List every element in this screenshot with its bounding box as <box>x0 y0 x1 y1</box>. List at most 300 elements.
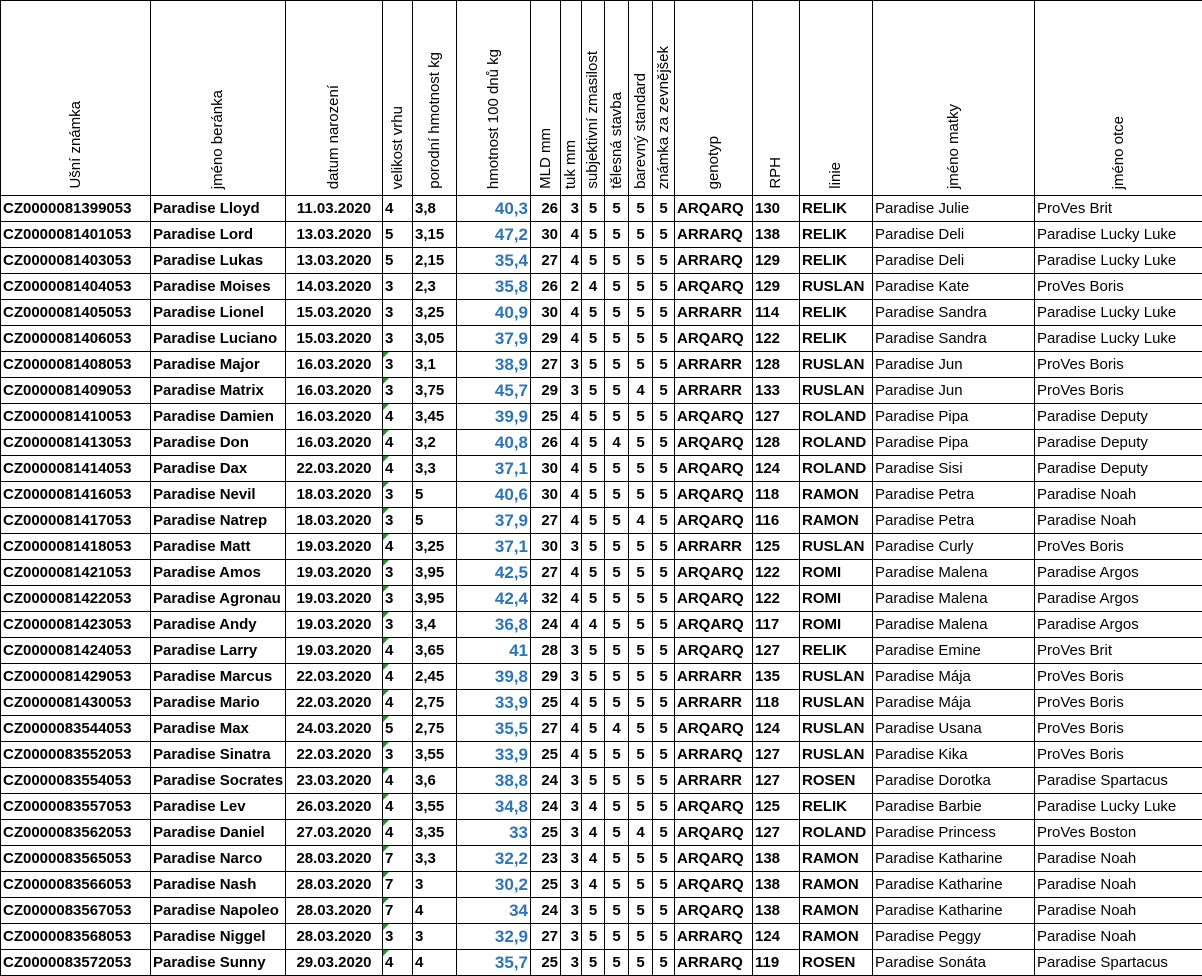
birth-date-cell[interactable]: 28.03.2020 <box>286 898 383 924</box>
table-row[interactable] <box>1 456 1202 482</box>
musculature-cell[interactable]: 5 <box>582 534 605 560</box>
exterior-cell[interactable]: 5 <box>653 742 675 768</box>
dam-cell[interactable]: Paradise Sisi <box>873 456 1035 482</box>
color-cell[interactable]: 5 <box>629 274 653 300</box>
mld-cell[interactable]: 25 <box>531 404 561 430</box>
litter-size-cell[interactable]: 3 <box>383 508 413 534</box>
line-cell[interactable]: RAMON <box>800 924 873 950</box>
exterior-cell[interactable]: 5 <box>653 534 675 560</box>
fat-cell[interactable]: 4 <box>561 326 582 352</box>
birth-date-cell[interactable]: 23.03.2020 <box>286 768 383 794</box>
table-row[interactable] <box>1 248 1202 274</box>
line-cell[interactable]: RELIK <box>800 794 873 820</box>
fat-cell[interactable]: 4 <box>561 742 582 768</box>
birth-date-cell[interactable]: 11.03.2020 <box>286 196 383 222</box>
body-cell[interactable]: 5 <box>605 196 629 222</box>
genotype-cell[interactable]: ARRARR <box>675 690 753 716</box>
header-cell[interactable] <box>605 1 629 196</box>
body-cell[interactable]: 4 <box>605 716 629 742</box>
ear-tag-cell[interactable]: CZ0000081410053 <box>1 404 151 430</box>
header-cell[interactable] <box>675 1 753 196</box>
table-row[interactable] <box>1 742 1202 768</box>
sire-cell[interactable]: Paradise Argos <box>1035 612 1202 638</box>
sire-cell[interactable]: ProVes Boris <box>1035 742 1202 768</box>
sire-cell[interactable]: Paradise Noah <box>1035 898 1202 924</box>
birth-weight-cell[interactable]: 2,3 <box>413 274 457 300</box>
fat-cell[interactable]: 3 <box>561 924 582 950</box>
weight-100-cell[interactable]: 35,4 <box>457 248 531 274</box>
dam-cell[interactable]: Paradise Katharine <box>873 872 1035 898</box>
lamb-name-cell[interactable]: Paradise Napoleo <box>151 898 286 924</box>
genotype-cell[interactable]: ARQARQ <box>675 612 753 638</box>
body-cell[interactable]: 5 <box>605 586 629 612</box>
birth-weight-cell[interactable]: 3,15 <box>413 222 457 248</box>
weight-100-cell[interactable]: 37,1 <box>457 534 531 560</box>
weight-100-cell[interactable]: 37,1 <box>457 456 531 482</box>
color-cell[interactable]: 5 <box>629 430 653 456</box>
birth-weight-cell[interactable]: 2,45 <box>413 664 457 690</box>
mld-cell[interactable]: 29 <box>531 664 561 690</box>
mld-cell[interactable]: 27 <box>531 508 561 534</box>
weight-100-cell[interactable]: 45,7 <box>457 378 531 404</box>
body-cell[interactable]: 5 <box>605 846 629 872</box>
genotype-cell[interactable]: ARRARR <box>675 768 753 794</box>
genotype-cell[interactable]: ARRARQ <box>675 742 753 768</box>
exterior-cell[interactable]: 5 <box>653 586 675 612</box>
sire-cell[interactable]: Paradise Lucky Luke <box>1035 326 1202 352</box>
musculature-cell[interactable]: 4 <box>582 872 605 898</box>
musculature-cell[interactable]: 5 <box>582 508 605 534</box>
mld-cell[interactable]: 26 <box>531 430 561 456</box>
ear-tag-cell[interactable]: CZ0000081423053 <box>1 612 151 638</box>
weight-100-cell[interactable]: 38,9 <box>457 352 531 378</box>
sire-cell[interactable]: ProVes Boris <box>1035 274 1202 300</box>
fat-cell[interactable]: 4 <box>561 690 582 716</box>
color-cell[interactable]: 5 <box>629 404 653 430</box>
color-cell[interactable]: 5 <box>629 560 653 586</box>
genotype-cell[interactable]: ARQARQ <box>675 430 753 456</box>
litter-size-cell[interactable]: 4 <box>383 768 413 794</box>
rph-cell[interactable]: 128 <box>753 430 800 456</box>
line-cell[interactable]: ROLAND <box>800 456 873 482</box>
body-cell[interactable]: 5 <box>605 872 629 898</box>
birth-date-cell[interactable]: 13.03.2020 <box>286 222 383 248</box>
weight-100-cell[interactable]: 35,7 <box>457 950 531 976</box>
ear-tag-cell[interactable]: CZ0000081405053 <box>1 300 151 326</box>
birth-date-cell[interactable]: 29.03.2020 <box>286 950 383 976</box>
birth-weight-cell[interactable]: 3,35 <box>413 820 457 846</box>
sire-cell[interactable]: Paradise Noah <box>1035 482 1202 508</box>
birth-weight-cell[interactable]: 3,4 <box>413 612 457 638</box>
ear-tag-cell[interactable]: CZ0000083557053 <box>1 794 151 820</box>
musculature-cell[interactable]: 5 <box>582 300 605 326</box>
rph-cell[interactable]: 138 <box>753 846 800 872</box>
table-row[interactable] <box>1 820 1202 846</box>
exterior-cell[interactable]: 5 <box>653 222 675 248</box>
dam-cell[interactable]: Paradise Jun <box>873 378 1035 404</box>
table-row[interactable] <box>1 508 1202 534</box>
line-cell[interactable]: RUSLAN <box>800 690 873 716</box>
rph-cell[interactable]: 133 <box>753 378 800 404</box>
header-cell[interactable] <box>286 1 383 196</box>
body-cell[interactable]: 5 <box>605 820 629 846</box>
birth-weight-cell[interactable]: 3 <box>413 872 457 898</box>
fat-cell[interactable]: 4 <box>561 404 582 430</box>
line-cell[interactable]: RUSLAN <box>800 378 873 404</box>
line-cell[interactable]: ROLAND <box>800 820 873 846</box>
dam-cell[interactable]: Paradise Malena <box>873 586 1035 612</box>
weight-100-cell[interactable]: 40,6 <box>457 482 531 508</box>
litter-size-cell[interactable]: 4 <box>383 950 413 976</box>
dam-cell[interactable]: Paradise Usana <box>873 716 1035 742</box>
lamb-name-cell[interactable]: Paradise Natrep <box>151 508 286 534</box>
lamb-name-cell[interactable]: Paradise Nash <box>151 872 286 898</box>
exterior-cell[interactable]: 5 <box>653 378 675 404</box>
table-row[interactable] <box>1 716 1202 742</box>
litter-size-cell[interactable]: 7 <box>383 846 413 872</box>
musculature-cell[interactable]: 5 <box>582 638 605 664</box>
musculature-cell[interactable]: 5 <box>582 196 605 222</box>
color-cell[interactable]: 5 <box>629 326 653 352</box>
table-row[interactable] <box>1 768 1202 794</box>
body-cell[interactable]: 5 <box>605 222 629 248</box>
musculature-cell[interactable]: 5 <box>582 378 605 404</box>
weight-100-cell[interactable]: 34 <box>457 898 531 924</box>
musculature-cell[interactable]: 5 <box>582 248 605 274</box>
litter-size-cell[interactable]: 3 <box>383 612 413 638</box>
sire-cell[interactable]: Paradise Noah <box>1035 924 1202 950</box>
birth-weight-cell[interactable]: 3,65 <box>413 638 457 664</box>
fat-cell[interactable]: 3 <box>561 768 582 794</box>
birth-date-cell[interactable]: 16.03.2020 <box>286 378 383 404</box>
birth-date-cell[interactable]: 13.03.2020 <box>286 248 383 274</box>
exterior-cell[interactable]: 5 <box>653 430 675 456</box>
lamb-name-cell[interactable]: Paradise Sinatra <box>151 742 286 768</box>
ear-tag-cell[interactable]: CZ0000083567053 <box>1 898 151 924</box>
sire-cell[interactable]: ProVes Boston <box>1035 820 1202 846</box>
color-cell[interactable]: 5 <box>629 794 653 820</box>
musculature-cell[interactable]: 4 <box>582 846 605 872</box>
birth-date-cell[interactable]: 16.03.2020 <box>286 352 383 378</box>
birth-weight-cell[interactable]: 3,8 <box>413 196 457 222</box>
lamb-name-cell[interactable]: Paradise Lord <box>151 222 286 248</box>
ear-tag-cell[interactable]: CZ0000081406053 <box>1 326 151 352</box>
body-cell[interactable]: 4 <box>605 430 629 456</box>
dam-cell[interactable]: Paradise Mája <box>873 690 1035 716</box>
rph-cell[interactable]: 116 <box>753 508 800 534</box>
mld-cell[interactable]: 25 <box>531 742 561 768</box>
exterior-cell[interactable]: 5 <box>653 716 675 742</box>
exterior-cell[interactable]: 5 <box>653 274 675 300</box>
ear-tag-cell[interactable]: CZ0000081421053 <box>1 560 151 586</box>
birth-weight-cell[interactable]: 2,75 <box>413 690 457 716</box>
musculature-cell[interactable]: 5 <box>582 768 605 794</box>
dam-cell[interactable]: Paradise Katharine <box>873 898 1035 924</box>
litter-size-cell[interactable]: 4 <box>383 664 413 690</box>
musculature-cell[interactable]: 4 <box>582 274 605 300</box>
exterior-cell[interactable]: 5 <box>653 690 675 716</box>
lamb-name-cell[interactable]: Paradise Niggel <box>151 924 286 950</box>
fat-cell[interactable]: 3 <box>561 378 582 404</box>
sire-cell[interactable]: ProVes Boris <box>1035 690 1202 716</box>
body-cell[interactable]: 5 <box>605 638 629 664</box>
weight-100-cell[interactable]: 30,2 <box>457 872 531 898</box>
dam-cell[interactable]: Paradise Petra <box>873 508 1035 534</box>
exterior-cell[interactable]: 5 <box>653 560 675 586</box>
line-cell[interactable]: ROSEN <box>800 950 873 976</box>
sire-cell[interactable]: Paradise Spartacus <box>1035 950 1202 976</box>
dam-cell[interactable]: Paradise Curly <box>873 534 1035 560</box>
body-cell[interactable]: 5 <box>605 664 629 690</box>
weight-100-cell[interactable]: 42,4 <box>457 586 531 612</box>
lamb-name-cell[interactable]: Paradise Max <box>151 716 286 742</box>
color-cell[interactable]: 5 <box>629 950 653 976</box>
birth-date-cell[interactable]: 28.03.2020 <box>286 846 383 872</box>
lamb-name-cell[interactable]: Paradise Socrates <box>151 768 286 794</box>
musculature-cell[interactable]: 4 <box>582 794 605 820</box>
table-row[interactable] <box>1 664 1202 690</box>
line-cell[interactable]: RAMON <box>800 872 873 898</box>
line-cell[interactable]: ROSEN <box>800 768 873 794</box>
dam-cell[interactable]: Paradise Princess <box>873 820 1035 846</box>
fat-cell[interactable]: 4 <box>561 612 582 638</box>
exterior-cell[interactable]: 5 <box>653 300 675 326</box>
line-cell[interactable]: RELIK <box>800 300 873 326</box>
line-cell[interactable]: RUSLAN <box>800 352 873 378</box>
fat-cell[interactable]: 3 <box>561 794 582 820</box>
table-row[interactable] <box>1 612 1202 638</box>
birth-weight-cell[interactable]: 3,25 <box>413 534 457 560</box>
birth-date-cell[interactable]: 28.03.2020 <box>286 924 383 950</box>
ear-tag-cell[interactable]: CZ0000083562053 <box>1 820 151 846</box>
body-cell[interactable]: 5 <box>605 482 629 508</box>
birth-weight-cell[interactable]: 3,55 <box>413 742 457 768</box>
header-cell[interactable] <box>582 1 605 196</box>
genotype-cell[interactable]: ARRARR <box>675 534 753 560</box>
litter-size-cell[interactable]: 4 <box>383 794 413 820</box>
fat-cell[interactable]: 4 <box>561 508 582 534</box>
exterior-cell[interactable]: 5 <box>653 846 675 872</box>
mld-cell[interactable]: 25 <box>531 872 561 898</box>
color-cell[interactable]: 5 <box>629 300 653 326</box>
lamb-name-cell[interactable]: Paradise Moises <box>151 274 286 300</box>
dam-cell[interactable]: Paradise Malena <box>873 612 1035 638</box>
line-cell[interactable]: RUSLAN <box>800 742 873 768</box>
lamb-name-cell[interactable]: Paradise Major <box>151 352 286 378</box>
rph-cell[interactable]: 122 <box>753 326 800 352</box>
fat-cell[interactable]: 3 <box>561 352 582 378</box>
birth-weight-cell[interactable]: 5 <box>413 482 457 508</box>
rph-cell[interactable]: 119 <box>753 950 800 976</box>
birth-date-cell[interactable]: 18.03.2020 <box>286 508 383 534</box>
color-cell[interactable]: 5 <box>629 768 653 794</box>
rph-cell[interactable]: 138 <box>753 222 800 248</box>
table-row[interactable] <box>1 300 1202 326</box>
weight-100-cell[interactable]: 33,9 <box>457 742 531 768</box>
sire-cell[interactable]: Paradise Lucky Luke <box>1035 794 1202 820</box>
birth-weight-cell[interactable]: 3 <box>413 924 457 950</box>
rph-cell[interactable]: 114 <box>753 300 800 326</box>
genotype-cell[interactable]: ARRARQ <box>675 248 753 274</box>
body-cell[interactable]: 5 <box>605 534 629 560</box>
ear-tag-cell[interactable]: CZ0000081418053 <box>1 534 151 560</box>
rph-cell[interactable]: 118 <box>753 482 800 508</box>
birth-weight-cell[interactable]: 4 <box>413 898 457 924</box>
dam-cell[interactable]: Paradise Sandra <box>873 300 1035 326</box>
table-row[interactable] <box>1 352 1202 378</box>
lamb-name-cell[interactable]: Paradise Luciano <box>151 326 286 352</box>
lamb-name-cell[interactable]: Paradise Narco <box>151 846 286 872</box>
ear-tag-cell[interactable]: CZ0000081399053 <box>1 196 151 222</box>
lamb-name-cell[interactable]: Paradise Damien <box>151 404 286 430</box>
sire-cell[interactable]: Paradise Deputy <box>1035 404 1202 430</box>
weight-100-cell[interactable]: 47,2 <box>457 222 531 248</box>
musculature-cell[interactable]: 5 <box>582 482 605 508</box>
birth-weight-cell[interactable]: 3,3 <box>413 846 457 872</box>
weight-100-cell[interactable]: 38,8 <box>457 768 531 794</box>
line-cell[interactable]: ROMI <box>800 560 873 586</box>
ear-tag-cell[interactable]: CZ0000081404053 <box>1 274 151 300</box>
sire-cell[interactable]: Paradise Spartacus <box>1035 768 1202 794</box>
color-cell[interactable]: 5 <box>629 352 653 378</box>
sire-cell[interactable]: Paradise Lucky Luke <box>1035 222 1202 248</box>
color-cell[interactable]: 5 <box>629 898 653 924</box>
exterior-cell[interactable]: 5 <box>653 456 675 482</box>
mld-cell[interactable]: 26 <box>531 196 561 222</box>
birth-weight-cell[interactable]: 3,3 <box>413 456 457 482</box>
rph-cell[interactable]: 138 <box>753 872 800 898</box>
fat-cell[interactable]: 3 <box>561 872 582 898</box>
weight-100-cell[interactable]: 32,9 <box>457 924 531 950</box>
birth-date-cell[interactable]: 15.03.2020 <box>286 326 383 352</box>
rph-cell[interactable]: 118 <box>753 690 800 716</box>
dam-cell[interactable]: Paradise Jun <box>873 352 1035 378</box>
fat-cell[interactable]: 4 <box>561 560 582 586</box>
musculature-cell[interactable]: 5 <box>582 586 605 612</box>
mld-cell[interactable]: 30 <box>531 300 561 326</box>
color-cell[interactable]: 5 <box>629 534 653 560</box>
lamb-name-cell[interactable]: Paradise Nevil <box>151 482 286 508</box>
sire-cell[interactable]: ProVes Brit <box>1035 196 1202 222</box>
lamb-name-cell[interactable]: Paradise Matt <box>151 534 286 560</box>
fat-cell[interactable]: 3 <box>561 898 582 924</box>
birth-date-cell[interactable]: 19.03.2020 <box>286 560 383 586</box>
table-row[interactable] <box>1 404 1202 430</box>
mld-cell[interactable]: 29 <box>531 326 561 352</box>
birth-weight-cell[interactable]: 2,15 <box>413 248 457 274</box>
genotype-cell[interactable]: ARQARQ <box>675 586 753 612</box>
body-cell[interactable]: 5 <box>605 924 629 950</box>
litter-size-cell[interactable]: 4 <box>383 456 413 482</box>
musculature-cell[interactable]: 5 <box>582 690 605 716</box>
musculature-cell[interactable]: 5 <box>582 222 605 248</box>
ear-tag-cell[interactable]: CZ0000083568053 <box>1 924 151 950</box>
line-cell[interactable]: RUSLAN <box>800 716 873 742</box>
color-cell[interactable]: 5 <box>629 664 653 690</box>
genotype-cell[interactable]: ARRARQ <box>675 950 753 976</box>
color-cell[interactable]: 4 <box>629 820 653 846</box>
dam-cell[interactable]: Paradise Kate <box>873 274 1035 300</box>
fat-cell[interactable]: 4 <box>561 482 582 508</box>
genotype-cell[interactable]: ARQARQ <box>675 794 753 820</box>
birth-date-cell[interactable]: 26.03.2020 <box>286 794 383 820</box>
lamb-name-cell[interactable]: Paradise Lukas <box>151 248 286 274</box>
sire-cell[interactable]: ProVes Boris <box>1035 716 1202 742</box>
musculature-cell[interactable]: 5 <box>582 924 605 950</box>
exterior-cell[interactable]: 5 <box>653 352 675 378</box>
line-cell[interactable]: RUSLAN <box>800 274 873 300</box>
ear-tag-cell[interactable]: CZ0000081424053 <box>1 638 151 664</box>
exterior-cell[interactable]: 5 <box>653 196 675 222</box>
mld-cell[interactable]: 27 <box>531 924 561 950</box>
rph-cell[interactable]: 130 <box>753 196 800 222</box>
lamb-name-cell[interactable]: Paradise Sunny <box>151 950 286 976</box>
exterior-cell[interactable]: 5 <box>653 612 675 638</box>
line-cell[interactable]: RAMON <box>800 482 873 508</box>
dam-cell[interactable]: Paradise Petra <box>873 482 1035 508</box>
dam-cell[interactable]: Paradise Sonáta <box>873 950 1035 976</box>
table-row[interactable] <box>1 326 1202 352</box>
exterior-cell[interactable]: 5 <box>653 638 675 664</box>
sire-cell[interactable]: ProVes Boris <box>1035 352 1202 378</box>
ear-tag-cell[interactable]: CZ0000081408053 <box>1 352 151 378</box>
body-cell[interactable]: 5 <box>605 742 629 768</box>
line-cell[interactable]: RELIK <box>800 248 873 274</box>
birth-date-cell[interactable]: 22.03.2020 <box>286 456 383 482</box>
table-row[interactable] <box>1 586 1202 612</box>
birth-weight-cell[interactable]: 3,1 <box>413 352 457 378</box>
birth-weight-cell[interactable]: 4 <box>413 950 457 976</box>
mld-cell[interactable]: 27 <box>531 352 561 378</box>
header-cell[interactable] <box>753 1 800 196</box>
header-cell[interactable] <box>1 1 151 196</box>
header-cell[interactable] <box>800 1 873 196</box>
table-row[interactable] <box>1 690 1202 716</box>
sire-cell[interactable]: Paradise Argos <box>1035 586 1202 612</box>
exterior-cell[interactable]: 5 <box>653 950 675 976</box>
table-row[interactable] <box>1 274 1202 300</box>
litter-size-cell[interactable]: 3 <box>383 560 413 586</box>
table-row[interactable] <box>1 846 1202 872</box>
line-cell[interactable]: RELIK <box>800 222 873 248</box>
lamb-name-cell[interactable]: Paradise Lev <box>151 794 286 820</box>
dam-cell[interactable]: Paradise Pipa <box>873 430 1035 456</box>
birth-weight-cell[interactable]: 3,2 <box>413 430 457 456</box>
color-cell[interactable]: 5 <box>629 872 653 898</box>
litter-size-cell[interactable]: 3 <box>383 924 413 950</box>
sire-cell[interactable]: ProVes Boris <box>1035 534 1202 560</box>
genotype-cell[interactable]: ARQARQ <box>675 196 753 222</box>
birth-weight-cell[interactable]: 3,55 <box>413 794 457 820</box>
mld-cell[interactable]: 30 <box>531 222 561 248</box>
color-cell[interactable]: 5 <box>629 716 653 742</box>
body-cell[interactable]: 5 <box>605 274 629 300</box>
genotype-cell[interactable]: ARRARR <box>675 352 753 378</box>
rph-cell[interactable]: 125 <box>753 534 800 560</box>
mld-cell[interactable]: 24 <box>531 794 561 820</box>
color-cell[interactable]: 5 <box>629 690 653 716</box>
sire-cell[interactable]: Paradise Deputy <box>1035 456 1202 482</box>
body-cell[interactable]: 5 <box>605 794 629 820</box>
litter-size-cell[interactable]: 4 <box>383 404 413 430</box>
sire-cell[interactable]: Paradise Noah <box>1035 846 1202 872</box>
header-cell[interactable] <box>653 1 675 196</box>
color-cell[interactable]: 4 <box>629 378 653 404</box>
genotype-cell[interactable]: ARQARQ <box>675 638 753 664</box>
musculature-cell[interactable]: 5 <box>582 430 605 456</box>
sire-cell[interactable]: ProVes Brit <box>1035 638 1202 664</box>
dam-cell[interactable]: Paradise Katharine <box>873 846 1035 872</box>
